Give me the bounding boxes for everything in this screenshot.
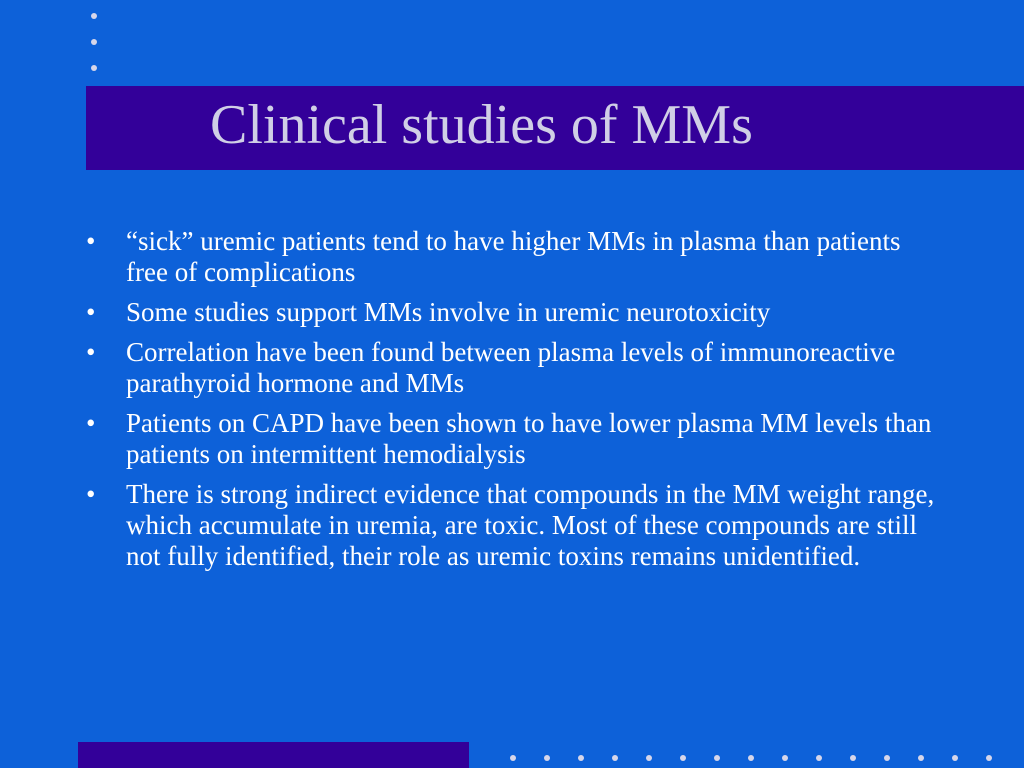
decor-dot — [884, 755, 890, 761]
bullet-text: Some studies support MMs involve in uremic neurotoxicity — [126, 297, 771, 327]
bottom-bar — [78, 742, 469, 768]
decor-dot — [91, 13, 97, 19]
decor-dot — [646, 755, 652, 761]
decor-dot — [816, 755, 822, 761]
bullet-item — [86, 408, 946, 470]
decor-dot — [748, 755, 754, 761]
bullet-text: Correlation have been found between plasma levels of immunoreactive parathyroid hormone and MMs — [126, 337, 896, 398]
decor-dot — [782, 755, 788, 761]
decor-dot — [918, 755, 924, 761]
bullet-item — [86, 337, 946, 399]
bullet-item — [86, 226, 946, 288]
decor-dot — [510, 755, 516, 761]
bullet-item — [86, 479, 946, 572]
bullet-icon: • — [86, 408, 96, 438]
decor-dot — [91, 39, 97, 45]
decor-dot — [850, 755, 856, 761]
bullet-text: “sick” uremic patients tend to have higher MMs in plasma than patients free of complications — [126, 226, 901, 287]
decor-dot — [986, 755, 992, 761]
decor-dot — [952, 755, 958, 761]
decor-dot — [91, 65, 97, 71]
bullet-list — [86, 226, 946, 581]
bullet-icon: • — [86, 479, 96, 509]
decor-dot — [612, 755, 618, 761]
bullet-item — [86, 297, 946, 328]
decor-dot — [544, 755, 550, 761]
bullet-icon: • — [86, 297, 96, 327]
decor-dot — [578, 755, 584, 761]
slide-title: Clinical studies of MMs — [210, 94, 753, 156]
decor-dot — [680, 755, 686, 761]
bullet-icon: • — [86, 226, 96, 256]
decor-dot — [714, 755, 720, 761]
bullet-icon: • — [86, 337, 96, 367]
bullet-text: Patients on CAPD have been shown to have lower plasma MM levels than patients on intermittent hemodialysis — [126, 408, 932, 469]
bullet-text: There is strong indirect evidence that compounds in the MM weight range, which accumulate in uremia, are toxic. Most of these compounds are still not fully identified, their role as uremic toxins remains unidentified. — [126, 479, 935, 571]
